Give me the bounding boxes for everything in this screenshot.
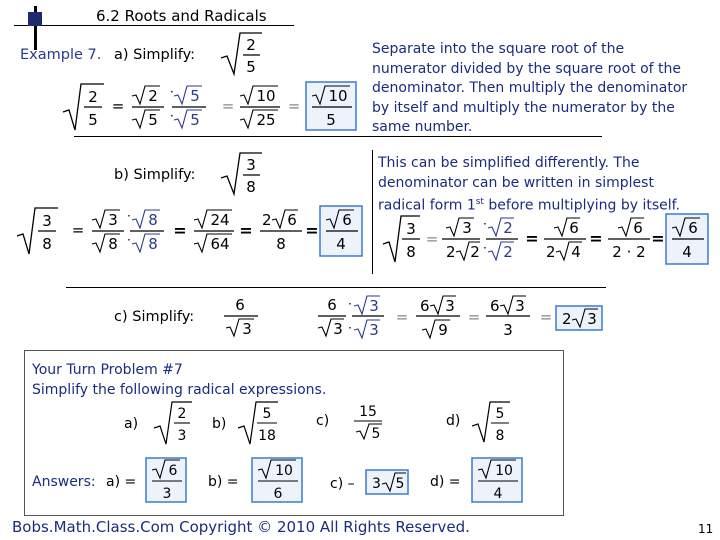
svg-text:·: · — [170, 85, 174, 99]
svg-text:8: 8 — [148, 211, 158, 229]
svg-text:64: 64 — [210, 235, 230, 253]
svg-text:5: 5 — [148, 111, 158, 129]
svg-text:8: 8 — [148, 235, 158, 253]
svg-text:3: 3 — [503, 321, 513, 339]
part-b-problem — [218, 150, 264, 198]
svg-text:3: 3 — [177, 428, 187, 444]
svg-text:2: 2 — [246, 36, 256, 54]
svg-text:=: = — [287, 97, 301, 115]
svg-text:d) =: d) = — [430, 474, 461, 490]
svg-text:c) –: c) – — [330, 476, 355, 492]
svg-text:3: 3 — [369, 321, 379, 339]
svg-text:8: 8 — [108, 235, 118, 253]
svg-text:6: 6 — [688, 219, 698, 237]
svg-text:b): b) — [212, 416, 227, 432]
svg-text:5: 5 — [262, 406, 272, 422]
svg-text:2 · 2: 2 · 2 — [612, 243, 646, 261]
header-rule — [14, 25, 294, 26]
svg-text:3: 3 — [42, 212, 52, 230]
svg-text:5: 5 — [495, 406, 505, 422]
svg-text:6: 6 — [287, 211, 297, 229]
divider-a — [74, 136, 602, 137]
part-b-label: b) Simplify: — [114, 167, 196, 183]
svg-text:4: 4 — [571, 243, 581, 261]
your-turn-answers — [104, 456, 524, 506]
example-label: Example 7. — [20, 47, 102, 63]
svg-text:5: 5 — [246, 58, 256, 76]
svg-text:·: · — [348, 321, 352, 335]
svg-text:6: 6 — [273, 486, 283, 502]
svg-text:=: = — [71, 221, 85, 239]
svg-text:=: = — [539, 308, 553, 326]
svg-text:5: 5 — [326, 111, 336, 129]
svg-text:=: = — [173, 221, 187, 240]
svg-text:5: 5 — [190, 87, 200, 105]
svg-text:2: 2 — [503, 243, 513, 261]
svg-text:=: = — [525, 229, 539, 248]
svg-text:b) =: b) = — [208, 474, 239, 490]
part-b-solution-right — [380, 212, 710, 268]
svg-text:3: 3 — [162, 486, 172, 502]
your-turn-problems — [120, 398, 540, 448]
svg-text:3: 3 — [333, 320, 343, 338]
part-a-solution — [60, 80, 360, 134]
svg-text:2: 2 — [88, 88, 98, 106]
svg-text:a): a) — [124, 416, 139, 432]
svg-text:6: 6 — [342, 211, 352, 229]
svg-text:=: = — [395, 308, 409, 326]
svg-text:10: 10 — [256, 87, 276, 105]
svg-text:6: 6 — [420, 297, 430, 315]
svg-text:3: 3 — [587, 310, 597, 328]
svg-text:3: 3 — [462, 219, 472, 237]
svg-text:15: 15 — [359, 404, 377, 420]
svg-text:·: · — [483, 217, 487, 231]
svg-text:2: 2 — [177, 406, 187, 422]
svg-text:·: · — [127, 233, 131, 247]
svg-text:=: = — [305, 221, 319, 240]
svg-text:8: 8 — [42, 235, 52, 253]
svg-text:3: 3 — [369, 297, 379, 315]
part-c-label: c) Simplify: — [114, 309, 195, 325]
svg-text:=: = — [589, 229, 603, 248]
svg-text:8: 8 — [495, 428, 505, 444]
svg-text:3: 3 — [108, 211, 118, 229]
svg-text:2: 2 — [562, 310, 572, 328]
svg-text:3: 3 — [406, 220, 416, 238]
svg-text:3: 3 — [372, 476, 381, 492]
svg-text:18: 18 — [258, 428, 276, 444]
svg-text:10: 10 — [495, 463, 513, 479]
svg-text:4: 4 — [493, 486, 503, 502]
svg-text:5: 5 — [88, 111, 98, 129]
svg-text:=: = — [111, 97, 125, 115]
svg-text:2: 2 — [503, 219, 513, 237]
svg-text:25: 25 — [256, 111, 276, 129]
svg-text:=: = — [239, 221, 253, 240]
svg-text:=: = — [425, 230, 439, 248]
svg-text:d): d) — [446, 413, 461, 429]
svg-text:6: 6 — [168, 463, 178, 479]
svg-text:10: 10 — [328, 87, 348, 105]
header-square — [28, 12, 42, 26]
svg-text:3: 3 — [445, 297, 455, 315]
svg-text:=: = — [651, 229, 665, 248]
svg-text:·: · — [170, 109, 174, 123]
part-c-solution — [314, 292, 614, 344]
svg-text:10: 10 — [275, 463, 293, 479]
svg-text:·: · — [348, 297, 352, 311]
divider-b-vertical — [372, 150, 373, 274]
svg-text:24: 24 — [210, 211, 230, 229]
svg-text:5: 5 — [371, 426, 381, 442]
svg-text:2: 2 — [148, 87, 158, 105]
svg-text:4: 4 — [336, 235, 346, 253]
svg-text:8: 8 — [276, 235, 286, 253]
svg-text:5: 5 — [395, 476, 405, 492]
part-c-problem — [218, 292, 264, 340]
footer-copyright: Bobs.Math.Class.Com Copyright © 2010 All Rights Reserved. — [12, 518, 470, 536]
svg-text:·: · — [483, 241, 487, 255]
part-a-label: a) Simplify: — [114, 47, 196, 63]
svg-text:=: = — [467, 308, 481, 326]
svg-text:5: 5 — [190, 111, 200, 129]
svg-text:2: 2 — [446, 243, 456, 261]
svg-text:4: 4 — [682, 243, 692, 261]
svg-text:=: = — [221, 97, 235, 115]
svg-text:·: · — [127, 209, 131, 223]
page-title: 6.2 Roots and Radicals — [96, 7, 267, 25]
svg-text:c): c) — [316, 413, 330, 429]
svg-text:8: 8 — [246, 178, 256, 196]
svg-text:2: 2 — [470, 243, 480, 261]
your-turn-subtitle: Simplify the following radical expressions. — [32, 382, 327, 398]
svg-text:2: 2 — [546, 243, 556, 261]
svg-text:9: 9 — [438, 321, 448, 339]
answers-label: Answers: — [32, 474, 96, 490]
svg-text:6: 6 — [327, 296, 337, 314]
svg-text:3: 3 — [242, 320, 252, 338]
note-a: Separate into the square root of the numerator divided by the square root of the denominator. Then multiply the denominator by itself and multiply the numerator by the same number. — [372, 41, 688, 135]
svg-text:a) =: a) = — [106, 474, 137, 490]
note-b: This can be simplified differently. The denominator can be written in simplest radical form 1st before multiplying by itself. — [378, 155, 681, 214]
your-turn-title: Your Turn Problem #7 — [32, 362, 183, 378]
svg-text:6: 6 — [569, 219, 579, 237]
svg-text:6: 6 — [490, 297, 500, 315]
part-a-problem — [218, 30, 264, 78]
svg-text:6: 6 — [235, 296, 245, 314]
svg-text:8: 8 — [406, 243, 416, 261]
svg-text:2: 2 — [262, 211, 272, 229]
svg-text:6: 6 — [633, 219, 643, 237]
part-b-solution-left — [14, 204, 366, 260]
divider-b — [66, 287, 606, 288]
svg-text:3: 3 — [246, 156, 256, 174]
page-number: 11 — [698, 522, 714, 536]
your-turn-heading — [32, 360, 326, 400]
svg-text:3: 3 — [515, 297, 525, 315]
